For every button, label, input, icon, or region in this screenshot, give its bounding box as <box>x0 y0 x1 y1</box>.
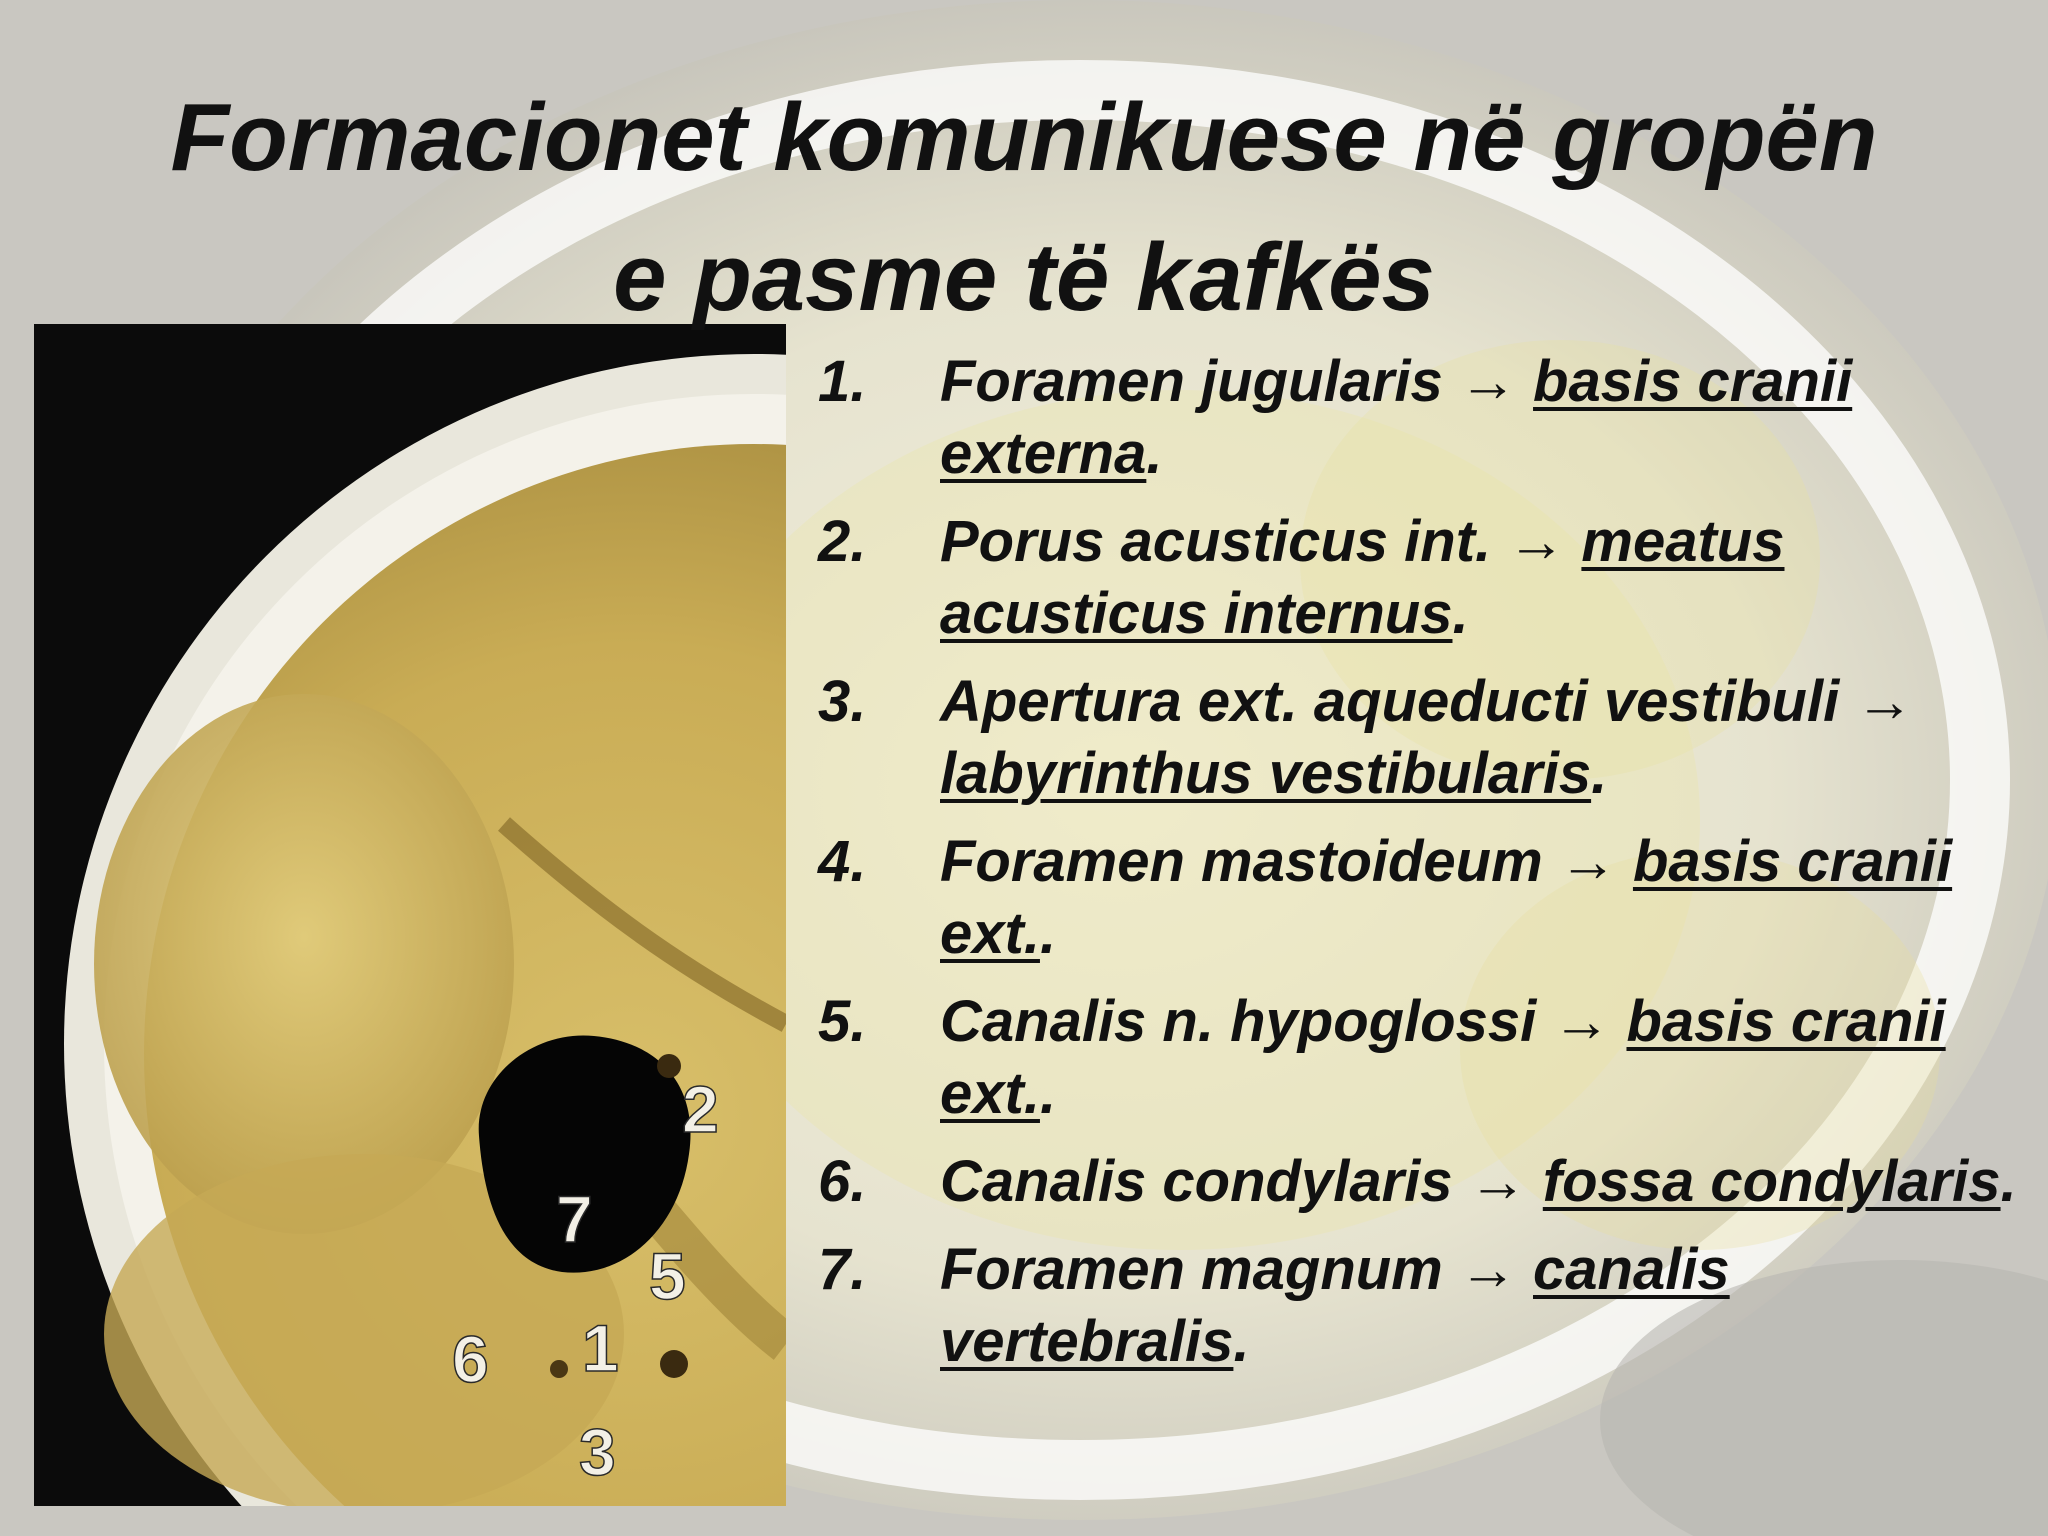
arrow-icon: → <box>1458 349 1517 414</box>
item-name: Canalis n. hypoglossi <box>940 989 1537 1054</box>
item-target: basis cranii ext. <box>940 829 1953 966</box>
slide-title <box>0 68 2048 348</box>
list-item <box>818 666 2043 810</box>
arrow-icon: → <box>1458 1237 1517 1302</box>
item-name: Canalis condylaris <box>940 1149 1453 1214</box>
photo-label-3: 3 <box>579 1415 616 1489</box>
item-target: basis cranii externa <box>940 349 1853 486</box>
item-name: Foramen magnum <box>940 1237 1443 1302</box>
item-number: 5. <box>818 989 867 1054</box>
item-target: canalis vertebralis <box>940 1237 1730 1374</box>
list-item <box>818 826 2043 970</box>
item-target: meatus acusticus internus <box>940 509 1785 646</box>
item-number: 7. <box>818 1237 867 1302</box>
item-target: labyrinthus vestibularis <box>940 741 1592 806</box>
item-number: 2. <box>818 509 867 574</box>
item-number: 6. <box>818 1149 867 1214</box>
slide-title-line-1: Formacionet komunikuese në gropën <box>170 84 1878 191</box>
arrow-icon: → <box>1552 989 1611 1054</box>
item-name: Foramen jugularis <box>940 349 1443 414</box>
photo-label-7: 7 <box>556 1182 593 1256</box>
item-name: Apertura ext. aqueducti vestibuli <box>940 669 1840 734</box>
list-item <box>818 346 2043 490</box>
item-end: . <box>1452 581 1469 646</box>
list-item <box>818 1234 2043 1378</box>
slide-title-line-2: e pasme të kafkës <box>613 224 1435 331</box>
item-end: . <box>2000 1149 2017 1214</box>
foramina-list <box>818 346 2043 1394</box>
posterior-fossa-illustration <box>34 324 786 1506</box>
photo-label-6: 6 <box>452 1322 489 1396</box>
list-item <box>818 506 2043 650</box>
arrow-icon: → <box>1507 509 1566 574</box>
item-end: . <box>1039 1061 1057 1126</box>
item-target: basis cranii ext. <box>940 989 1946 1126</box>
list-item <box>818 1146 2043 1218</box>
list-item <box>818 986 2043 1130</box>
arrow-icon: → <box>1855 669 1914 734</box>
photo-label-2: 2 <box>682 1072 719 1146</box>
skull-base-photo <box>34 324 786 1506</box>
item-target: fossa condylaris <box>1542 1149 2001 1214</box>
item-name: Foramen mastoideum <box>940 829 1543 894</box>
item-end: . <box>1233 1309 1250 1374</box>
item-end: . <box>1146 421 1163 486</box>
arrow-icon: → <box>1558 829 1617 894</box>
item-number: 1. <box>818 349 867 414</box>
item-number: 4. <box>818 829 867 894</box>
arrow-icon: → <box>1468 1149 1527 1214</box>
photo-label-5: 5 <box>649 1239 686 1313</box>
photo-label-1: 1 <box>582 1311 619 1385</box>
item-end: . <box>1591 741 1608 806</box>
item-name: Porus acusticus int. <box>940 509 1492 574</box>
item-end: . <box>1039 901 1057 966</box>
item-number: 3. <box>818 669 867 734</box>
